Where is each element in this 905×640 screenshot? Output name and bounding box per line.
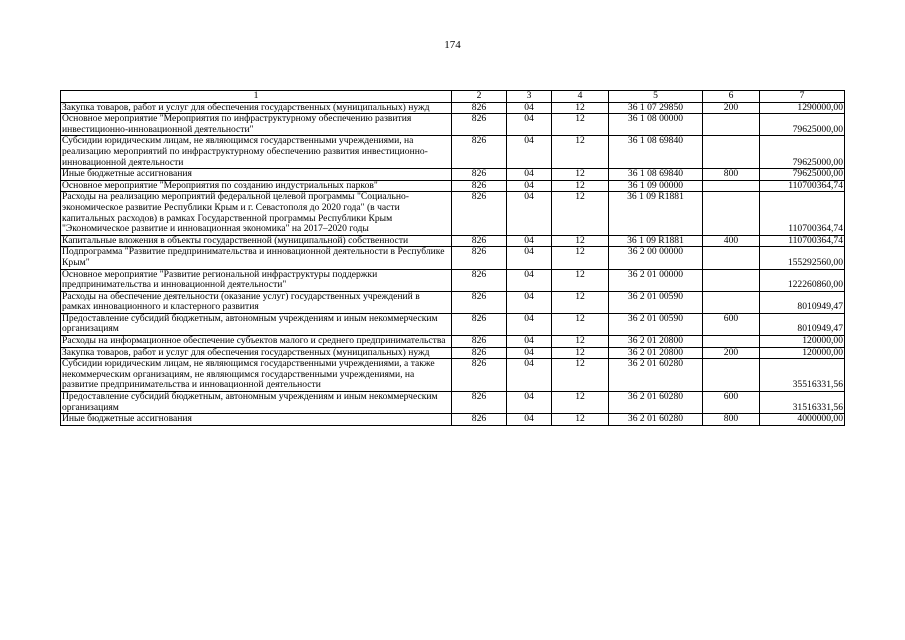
row-name-cell: Иные бюджетные ассигнования (61, 169, 452, 181)
section-code-cell: 04 (507, 392, 552, 414)
expense-type-cell: 400 (703, 235, 760, 247)
amount-cell: 79625000,00 (760, 169, 845, 181)
subsection-code-cell: 12 (552, 269, 609, 291)
row-name-cell: Предоставление субсидий бюджетным, автономным учреждениям и иным некоммерческим организациям (61, 313, 452, 335)
amount-cell: 110700364,74 (760, 180, 845, 192)
amount-cell: 35516331,56 (760, 359, 845, 392)
target-article-cell: 36 2 01 00590 (609, 313, 703, 335)
amount-cell: 79625000,00 (760, 114, 845, 136)
table-row (61, 235, 845, 247)
expense-type-cell (703, 247, 760, 269)
ved-code-cell: 826 (452, 414, 507, 426)
section-code-cell: 04 (507, 269, 552, 291)
target-article-cell: 36 2 01 60280 (609, 414, 703, 426)
target-article-cell: 36 2 01 60280 (609, 392, 703, 414)
table-row (61, 392, 845, 414)
table-row (61, 247, 845, 269)
table-row (61, 114, 845, 136)
row-name-cell: Расходы на информационное обеспечение субъектов малого и среднего предпринимательства (61, 336, 452, 348)
table-row (61, 291, 845, 313)
table-row (61, 359, 845, 392)
row-name-cell: Субсидии юридическим лицам, не являющимся государственными учреждениями, на реализацию мероприятий по инфраструктурному обеспечению развития инвестиционно-инновационной деятельности (61, 136, 452, 169)
expense-type-cell (703, 114, 760, 136)
section-code-cell: 04 (507, 180, 552, 192)
row-name-cell: Основное мероприятие "Мероприятия по инфраструктурному обеспечению развития инвестиционно-инновационной деятельности" (61, 114, 452, 136)
page-number: 174 (444, 39, 461, 51)
table-row (61, 336, 845, 348)
column-header: 7 (760, 91, 845, 103)
expense-type-cell (703, 136, 760, 169)
subsection-code-cell: 12 (552, 102, 609, 114)
target-article-cell: 36 1 09 00000 (609, 180, 703, 192)
table-row (61, 414, 845, 426)
table-row (61, 169, 845, 181)
column-header: 5 (609, 91, 703, 103)
section-code-cell: 04 (507, 414, 552, 426)
target-article-cell: 36 1 09 R1881 (609, 235, 703, 247)
section-code-cell: 04 (507, 313, 552, 335)
section-code-cell: 04 (507, 247, 552, 269)
subsection-code-cell: 12 (552, 114, 609, 136)
amount-cell: 155292560,00 (760, 247, 845, 269)
subsection-code-cell: 12 (552, 247, 609, 269)
amount-cell: 110700364,74 (760, 235, 845, 247)
expense-type-cell: 200 (703, 347, 760, 359)
section-code-cell: 04 (507, 359, 552, 392)
column-header: 1 (61, 91, 452, 103)
section-code-cell: 04 (507, 347, 552, 359)
row-name-cell: Капитальные вложения в объекты государственной (муниципальной) собственности (61, 235, 452, 247)
ved-code-cell: 826 (452, 347, 507, 359)
section-code-cell: 04 (507, 136, 552, 169)
target-article-cell: 36 1 08 00000 (609, 114, 703, 136)
table-row (61, 102, 845, 114)
column-header: 6 (703, 91, 760, 103)
ved-code-cell: 826 (452, 291, 507, 313)
amount-cell: 120000,00 (760, 336, 845, 348)
subsection-code-cell: 12 (552, 347, 609, 359)
subsection-code-cell: 12 (552, 359, 609, 392)
ved-code-cell: 826 (452, 136, 507, 169)
expense-type-cell: 200 (703, 102, 760, 114)
target-article-cell: 36 2 01 00000 (609, 269, 703, 291)
expense-type-cell (703, 291, 760, 313)
expense-type-cell: 800 (703, 169, 760, 181)
expense-type-cell (703, 359, 760, 392)
amount-cell: 110700364,74 (760, 192, 845, 235)
target-article-cell: 36 1 08 69840 (609, 136, 703, 169)
column-header: 3 (507, 91, 552, 103)
subsection-code-cell: 12 (552, 192, 609, 235)
ved-code-cell: 826 (452, 114, 507, 136)
target-article-cell: 36 2 01 20800 (609, 347, 703, 359)
subsection-code-cell: 12 (552, 313, 609, 335)
amount-cell: 4000000,00 (760, 414, 845, 426)
ved-code-cell: 826 (452, 247, 507, 269)
section-code-cell: 04 (507, 291, 552, 313)
ved-code-cell: 826 (452, 359, 507, 392)
target-article-cell: 36 2 00 00000 (609, 247, 703, 269)
row-name-cell: Закупка товаров, работ и услуг для обеспечения государственных (муниципальных) нужд (61, 347, 452, 359)
expense-type-cell (703, 192, 760, 235)
ved-code-cell: 826 (452, 392, 507, 414)
column-header: 2 (452, 91, 507, 103)
amount-cell: 122260860,00 (760, 269, 845, 291)
ved-code-cell: 826 (452, 313, 507, 335)
table-row (61, 136, 845, 169)
column-header: 4 (552, 91, 609, 103)
row-name-cell: Подпрограмма "Развитие предпринимательства и инновационной деятельности в Республике Крым" (61, 247, 452, 269)
subsection-code-cell: 12 (552, 136, 609, 169)
amount-cell: 8010949,47 (760, 313, 845, 335)
target-article-cell: 36 2 01 20800 (609, 336, 703, 348)
row-name-cell: Расходы на реализацию мероприятий федеральной целевой программы "Социально-экономическое развитие Республики Крым и г. Севастополя до 2020 года" (в части капитальных расходов) в рамках Государственной программы Республики Крым "Экономическое развитие и инновационная экономика" на 2017–2020 годы (61, 192, 452, 235)
section-code-cell: 04 (507, 192, 552, 235)
target-article-cell: 36 1 07 29850 (609, 102, 703, 114)
subsection-code-cell: 12 (552, 336, 609, 348)
amount-cell: 8010949,47 (760, 291, 845, 313)
row-name-cell: Основное мероприятие "Развитие региональной инфраструктуры поддержки предпринимательства и инновационной деятельности" (61, 269, 452, 291)
ved-code-cell: 826 (452, 269, 507, 291)
row-name-cell: Предоставление субсидий бюджетным, автономным учреждениям и иным некоммерческим организациям (61, 392, 452, 414)
table-row (61, 192, 845, 235)
subsection-code-cell: 12 (552, 180, 609, 192)
row-name-cell: Субсидии юридическим лицам, не являющимся государственными учреждениями, а также некоммерческим организациям, не являющимся государственными учреждениями, на развитие предпринимательства и инновационной деятельности (61, 359, 452, 392)
table-header-row (61, 91, 845, 103)
row-name-cell: Основное мероприятие "Мероприятия по созданию индустриальных парков" (61, 180, 452, 192)
expense-type-cell (703, 336, 760, 348)
row-name-cell: Закупка товаров, работ и услуг для обеспечения государственных (муниципальных) нужд (61, 102, 452, 114)
row-name-cell: Расходы на обеспечение деятельности (оказание услуг) государственных учреждений в рамках инновационного и кластерного развития (61, 291, 452, 313)
section-code-cell: 04 (507, 336, 552, 348)
ved-code-cell: 826 (452, 102, 507, 114)
amount-cell: 1290000,00 (760, 102, 845, 114)
section-code-cell: 04 (507, 235, 552, 247)
ved-code-cell: 826 (452, 180, 507, 192)
expense-type-cell (703, 180, 760, 192)
subsection-code-cell: 12 (552, 235, 609, 247)
amount-cell: 120000,00 (760, 347, 845, 359)
table-row (61, 180, 845, 192)
table-row (61, 347, 845, 359)
row-name-cell: Иные бюджетные ассигнования (61, 414, 452, 426)
ved-code-cell: 826 (452, 336, 507, 348)
subsection-code-cell: 12 (552, 392, 609, 414)
target-article-cell: 36 1 09 R1881 (609, 192, 703, 235)
target-article-cell: 36 2 01 00590 (609, 291, 703, 313)
target-article-cell: 36 2 01 60280 (609, 359, 703, 392)
budget-table (60, 90, 845, 426)
section-code-cell: 04 (507, 114, 552, 136)
expense-type-cell (703, 269, 760, 291)
expense-type-cell: 600 (703, 313, 760, 335)
amount-cell: 31516331,56 (760, 392, 845, 414)
expense-type-cell: 800 (703, 414, 760, 426)
target-article-cell: 36 1 08 69840 (609, 169, 703, 181)
section-code-cell: 04 (507, 169, 552, 181)
table-row (61, 269, 845, 291)
amount-cell: 79625000,00 (760, 136, 845, 169)
ved-code-cell: 826 (452, 235, 507, 247)
section-code-cell: 04 (507, 102, 552, 114)
table-row (61, 313, 845, 335)
expense-type-cell: 600 (703, 392, 760, 414)
ved-code-cell: 826 (452, 169, 507, 181)
subsection-code-cell: 12 (552, 291, 609, 313)
ved-code-cell: 826 (452, 192, 507, 235)
subsection-code-cell: 12 (552, 169, 609, 181)
subsection-code-cell: 12 (552, 414, 609, 426)
